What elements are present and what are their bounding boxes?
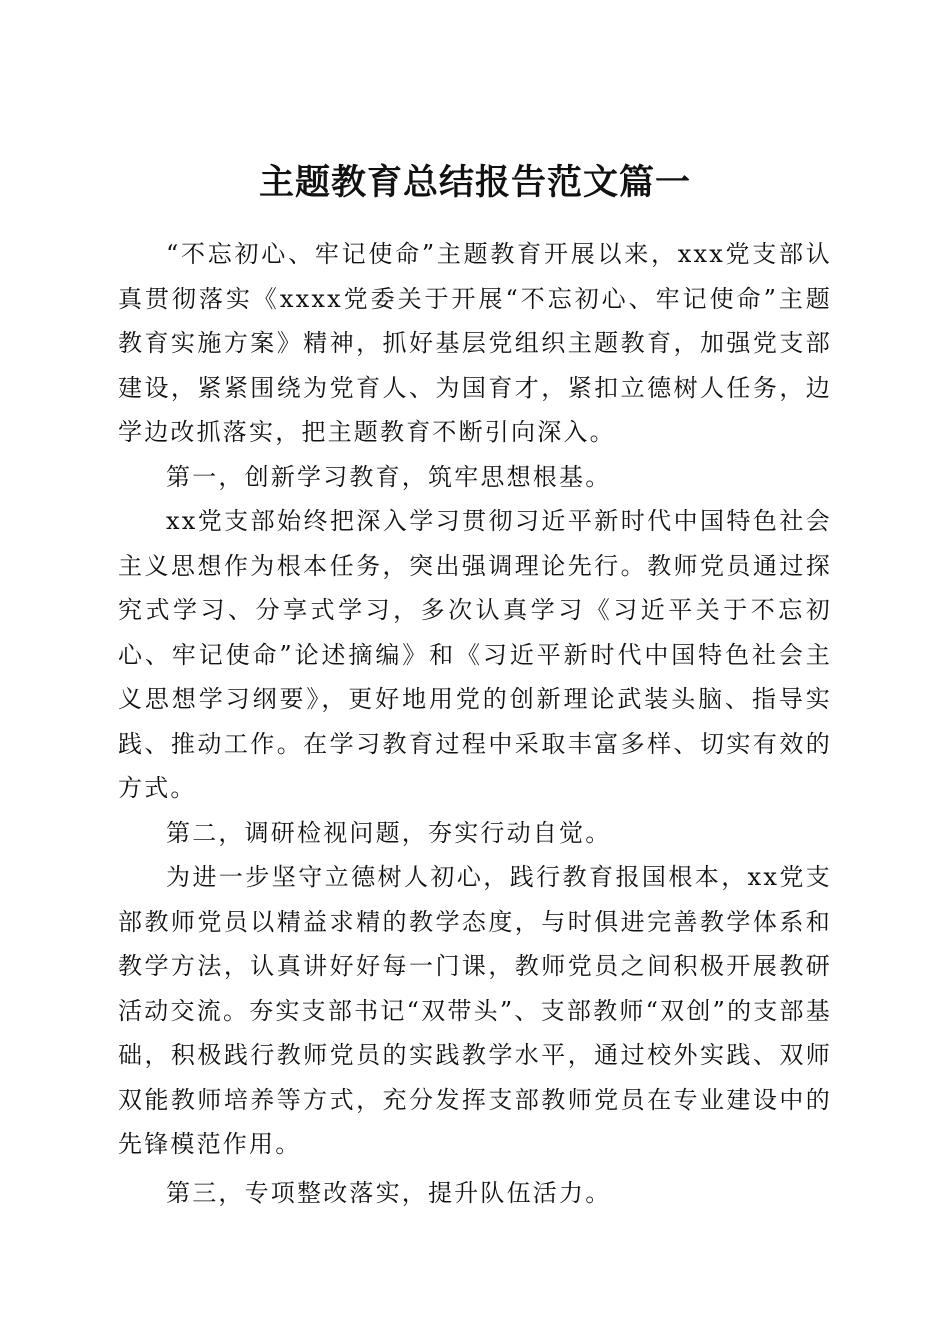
document-body <box>118 232 832 1215</box>
section-heading-2: 第二，调研检视问题，夯实行动自觉。 <box>166 818 612 847</box>
section-heading-1: 第一，创新学习教育，筑牢思想根基。 <box>166 462 612 491</box>
section-heading-3: 第三，专项整改落实，提升队伍活力。 <box>166 1178 612 1207</box>
paragraph-section-1: xx党支部始终把深入学习贯彻习近平新时代中国特色社会主义思想作为根本任务，突出强调理论先行。教师党员通过探究式学习、分享式学习，多次认真学习《习近平关于不忘初心、牢记使命”论述摘编》和《习近平新时代中国特色社会主义思想学习纲要》，更好地用党的创新理论武装头脑、指导实践、推动工作。在学习教育过程中采取丰富多样、切实有效的方式。 <box>118 507 832 802</box>
paragraph-section-2: 为进一步坚守立德树人初心，践行教育报国根本，xx党支部教师党员以精益求精的教学态度，与时俱进完善教学体系和教学方法，认真讲好好每一门课，教师党员之间积极开展教研活动交流。夯实支部书记“双带头”、支部教师“双创”的支部基础，积极践行教师党员的实践教学水平，通过校外实践、双师双能教师培养等方式，充分发挥支部教师党员在专业建设中的先锋模范作用。 <box>118 863 832 1158</box>
document-title: 主题教育总结报告范文篇一 <box>258 162 691 204</box>
paragraph-intro: “不忘初心、牢记使命”主题教育开展以来，xxx党支部认真贯彻落实《xxxx党委关于开展“不忘初心、牢记使命”主题教育实施方案》精神，抓好基层党组织主题教育，加强党支部建设，紧紧围绕为党育人、为国育才，紧扣立德树人任务，边学边改抓落实，把主题教育不断引向深入。 <box>118 240 832 446</box>
